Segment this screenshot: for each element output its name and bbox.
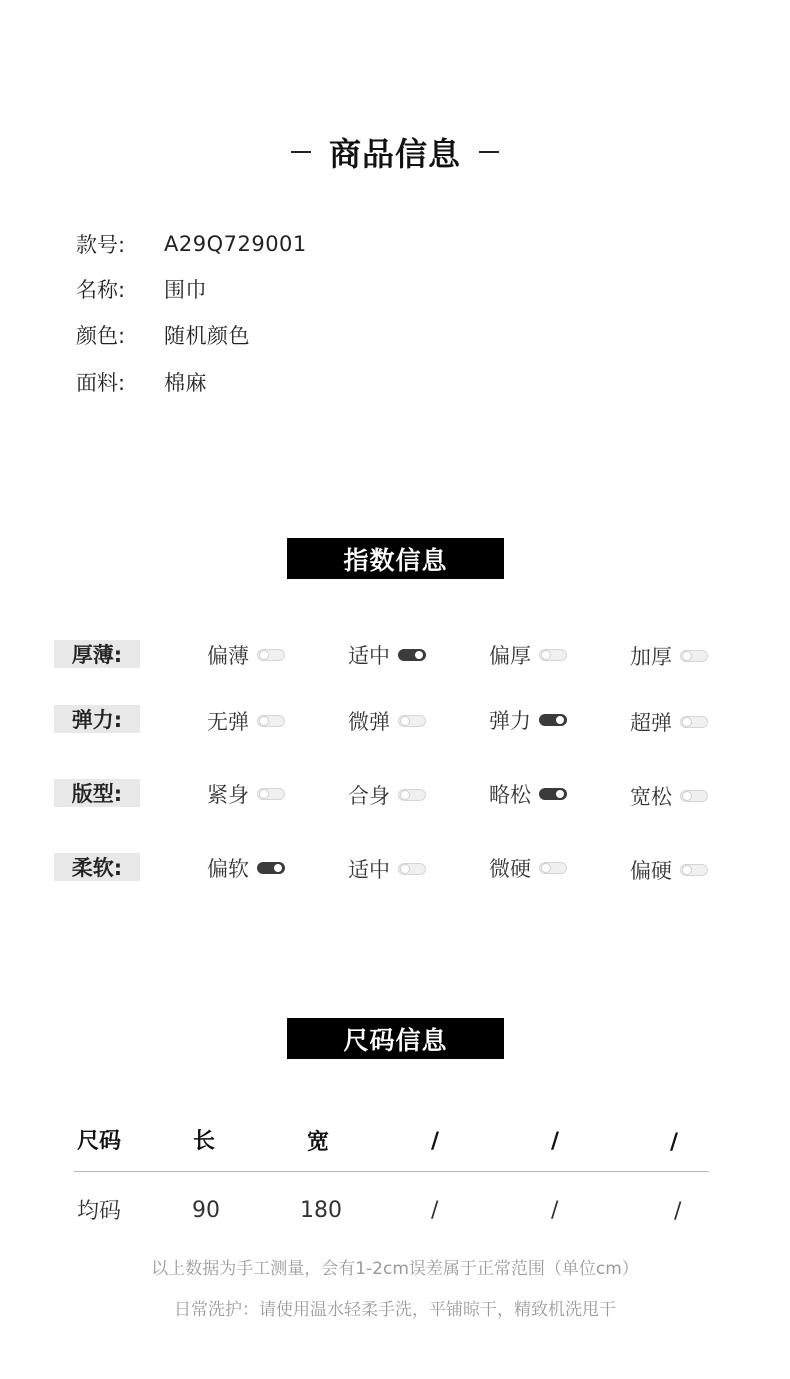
table-cell: / bbox=[674, 1198, 682, 1224]
option-text: 宽松 bbox=[630, 785, 672, 809]
index-option[interactable] bbox=[207, 853, 285, 883]
index-info-title: 指数信息 bbox=[287, 538, 504, 579]
info-row-style-number bbox=[76, 229, 307, 259]
size-info-title: 尺码信息 bbox=[287, 1018, 504, 1059]
toggle-knob bbox=[259, 716, 269, 726]
title-dash-left bbox=[291, 151, 311, 153]
index-option[interactable] bbox=[348, 780, 426, 810]
toggle-knob bbox=[682, 651, 692, 661]
option-text: 偏薄 bbox=[207, 644, 249, 668]
index-label-fit: 版型: bbox=[54, 779, 140, 807]
index-option[interactable] bbox=[630, 855, 708, 885]
toggle-switch[interactable] bbox=[398, 649, 426, 661]
index-label-elasticity: 弹力: bbox=[54, 705, 140, 733]
toggle-switch[interactable] bbox=[539, 649, 567, 661]
toggle-knob bbox=[682, 791, 692, 801]
toggle-knob bbox=[541, 650, 551, 660]
toggle-switch[interactable] bbox=[257, 715, 285, 727]
option-text: 超弹 bbox=[630, 711, 672, 735]
table-cell: / bbox=[551, 1197, 559, 1223]
info-value: 棉麻 bbox=[164, 371, 207, 395]
toggle-switch[interactable] bbox=[680, 864, 708, 876]
info-value: 围巾 bbox=[164, 278, 207, 302]
table-cell: 90 bbox=[192, 1197, 220, 1223]
option-text: 略松 bbox=[489, 783, 531, 807]
title-dash-right bbox=[479, 151, 499, 153]
option-text: 加厚 bbox=[630, 645, 672, 669]
toggle-switch[interactable] bbox=[398, 863, 426, 875]
info-label: 名称: bbox=[76, 278, 126, 302]
index-option[interactable] bbox=[630, 641, 708, 671]
toggle-knob bbox=[414, 650, 424, 660]
option-text: 偏软 bbox=[207, 857, 249, 881]
table-header-cell: / bbox=[431, 1128, 440, 1154]
option-text: 合身 bbox=[348, 784, 390, 808]
toggle-switch[interactable] bbox=[398, 715, 426, 727]
toggle-knob bbox=[273, 863, 283, 873]
table-divider bbox=[74, 1171, 709, 1172]
info-value: 随机颜色 bbox=[164, 324, 250, 348]
option-text: 微弹 bbox=[348, 710, 390, 734]
toggle-switch[interactable] bbox=[680, 650, 708, 662]
measurement-note: 以上数据为手工测量，会有1-2cm误差属于正常范围（单位cm） bbox=[151, 1259, 639, 1279]
toggle-knob bbox=[400, 716, 410, 726]
table-header-cell: / bbox=[670, 1129, 679, 1155]
toggle-switch[interactable] bbox=[680, 790, 708, 802]
option-text: 紧身 bbox=[207, 783, 249, 807]
toggle-switch[interactable] bbox=[680, 716, 708, 728]
toggle-knob bbox=[555, 715, 565, 725]
index-option[interactable] bbox=[489, 640, 567, 670]
index-option[interactable] bbox=[348, 640, 426, 670]
product-info-title-text: 商品信息 bbox=[328, 135, 461, 173]
toggle-knob bbox=[682, 865, 692, 875]
option-text: 偏硬 bbox=[630, 859, 672, 883]
option-text: 无弹 bbox=[207, 710, 249, 734]
index-label-thickness: 厚薄: bbox=[54, 640, 140, 668]
option-text: 弹力 bbox=[489, 709, 531, 733]
info-value: A29Q729001 bbox=[164, 232, 307, 256]
option-text: 微硬 bbox=[489, 857, 531, 881]
info-label: 颜色: bbox=[76, 324, 126, 348]
option-text: 适中 bbox=[348, 858, 390, 882]
info-row-fabric bbox=[76, 367, 207, 397]
info-label: 款号: bbox=[76, 233, 126, 257]
toggle-switch[interactable] bbox=[257, 649, 285, 661]
toggle-switch[interactable] bbox=[539, 714, 567, 726]
index-option[interactable] bbox=[489, 853, 567, 883]
option-text: 偏厚 bbox=[489, 644, 531, 668]
index-label-softness: 柔软: bbox=[54, 853, 140, 881]
table-cell: 均码 bbox=[77, 1198, 122, 1224]
info-row-color bbox=[76, 320, 250, 350]
index-option[interactable] bbox=[207, 706, 285, 736]
option-text: 适中 bbox=[348, 644, 390, 668]
toggle-knob bbox=[259, 650, 269, 660]
index-option[interactable] bbox=[489, 779, 567, 809]
info-label: 面料: bbox=[76, 371, 126, 395]
toggle-switch[interactable] bbox=[539, 862, 567, 874]
index-option[interactable] bbox=[207, 779, 285, 809]
toggle-knob bbox=[400, 864, 410, 874]
info-row-name bbox=[76, 274, 207, 304]
table-cell: 180 bbox=[300, 1197, 342, 1223]
toggle-switch[interactable] bbox=[257, 788, 285, 800]
toggle-switch[interactable] bbox=[398, 789, 426, 801]
care-note: 日常洗护：请使用温水轻柔手洗，平铺晾干，精致机洗甩干 bbox=[174, 1300, 616, 1320]
toggle-knob bbox=[259, 789, 269, 799]
index-option[interactable] bbox=[348, 854, 426, 884]
toggle-knob bbox=[682, 717, 692, 727]
index-option[interactable] bbox=[489, 705, 567, 735]
product-info-title bbox=[0, 128, 790, 176]
index-option[interactable] bbox=[630, 707, 708, 737]
index-option[interactable] bbox=[630, 781, 708, 811]
table-header-cell: / bbox=[551, 1128, 560, 1154]
toggle-switch[interactable] bbox=[539, 788, 567, 800]
table-header-cell: 长 bbox=[193, 1128, 216, 1154]
table-cell: / bbox=[431, 1197, 439, 1223]
toggle-knob bbox=[400, 790, 410, 800]
toggle-knob bbox=[541, 863, 551, 873]
toggle-knob bbox=[555, 789, 565, 799]
toggle-switch[interactable] bbox=[257, 862, 285, 874]
table-header-cell: 宽 bbox=[307, 1129, 330, 1155]
index-option[interactable] bbox=[348, 706, 426, 736]
index-option[interactable] bbox=[207, 640, 285, 670]
table-header-cell: 尺码 bbox=[77, 1128, 122, 1154]
